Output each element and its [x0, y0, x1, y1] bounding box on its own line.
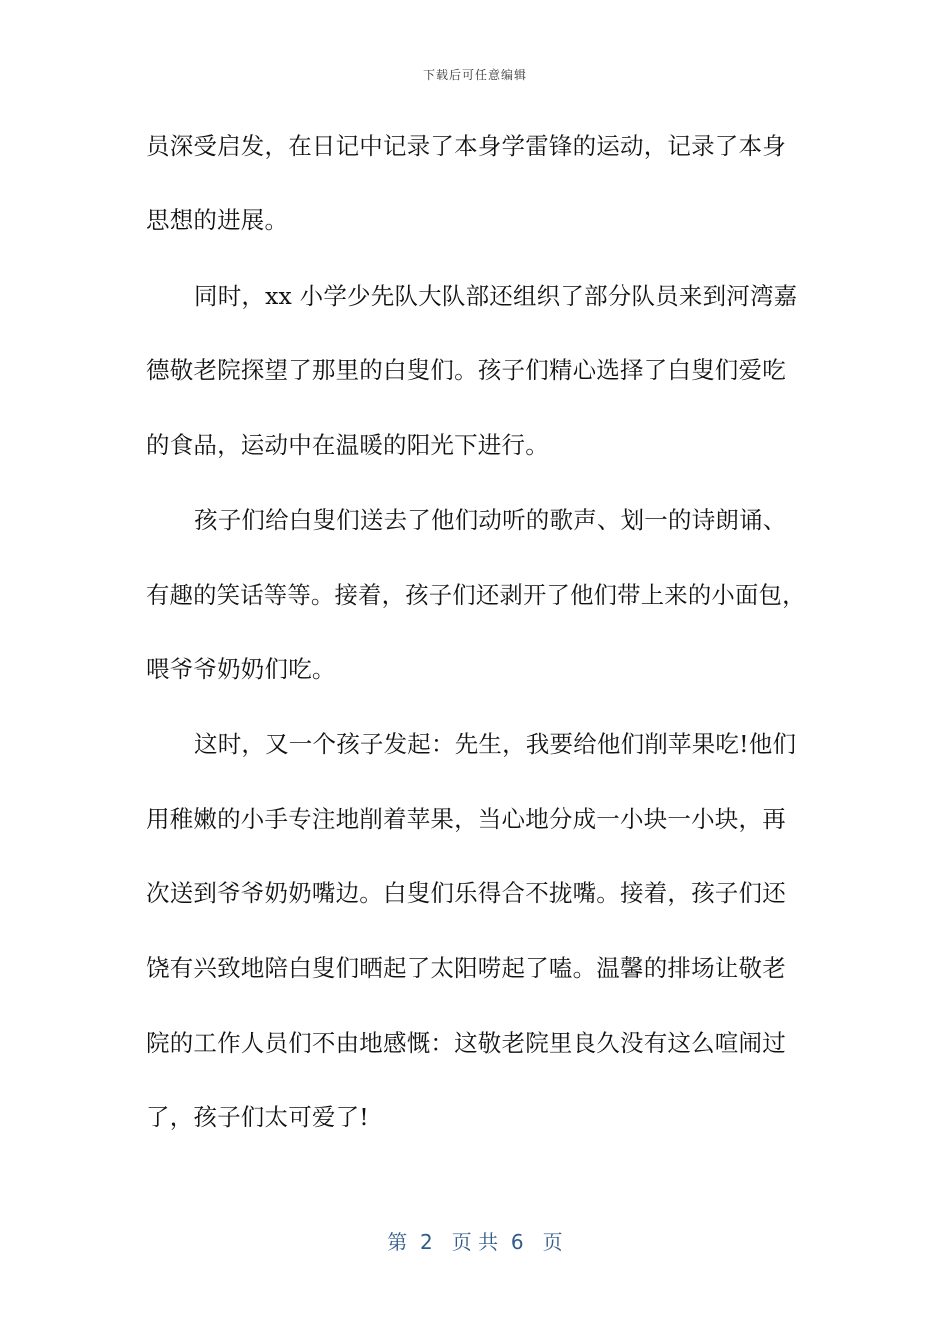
paragraph-line: 喂爷爷奶奶们吃。: [146, 655, 336, 683]
paragraph-line: 孩子们给白叟们送去了他们动听的歌声、划一的诗朗诵、: [194, 506, 787, 534]
paragraph-line: 德敬老院探望了那里的白叟们。孩子们精心选择了白叟们爱吃: [146, 356, 786, 384]
header-note: 下载后可任意编辑: [422, 68, 527, 82]
paragraph-line: 有趣的笑话等等。接着，孩子们还剥开了他们带上来的小面包，: [146, 581, 806, 609]
paragraph-line: 次送到爷爷奶奶嘴边。白叟们乐得合不拢嘴。接着，孩子们还: [146, 879, 786, 907]
paragraph-line: 的食品，运动中在温暖的阳光下进行。: [146, 431, 549, 459]
paragraph-line: 了，孩子们太可爱了!: [146, 1103, 369, 1131]
page-number-footer: 第 2 页 共 6 页: [387, 1230, 563, 1254]
paragraph-line: 院的工作人员们不由地感慨：这敬老院里良久没有这么喧闹过: [146, 1029, 786, 1057]
paragraph-line: 用稚嫩的小手专注地削着苹果，当心地分成一小块一小块，再: [146, 805, 786, 833]
paragraph-line: 同时，xx 小学少先队大队部还组织了部分队员来到河湾嘉: [194, 282, 798, 310]
paragraph-line: 思想的进展。: [146, 206, 289, 234]
paragraph-line: 这时，又一个孩子发起：先生，我要给他们削苹果吃!他们: [194, 730, 797, 758]
paragraph-line: 饶有兴致地陪白叟们晒起了太阳唠起了嗑。温馨的排场让敬老: [146, 954, 786, 982]
paragraph-line: 员深受启发，在日记中记录了本身学雷锋的运动，记录了本身: [146, 132, 786, 160]
